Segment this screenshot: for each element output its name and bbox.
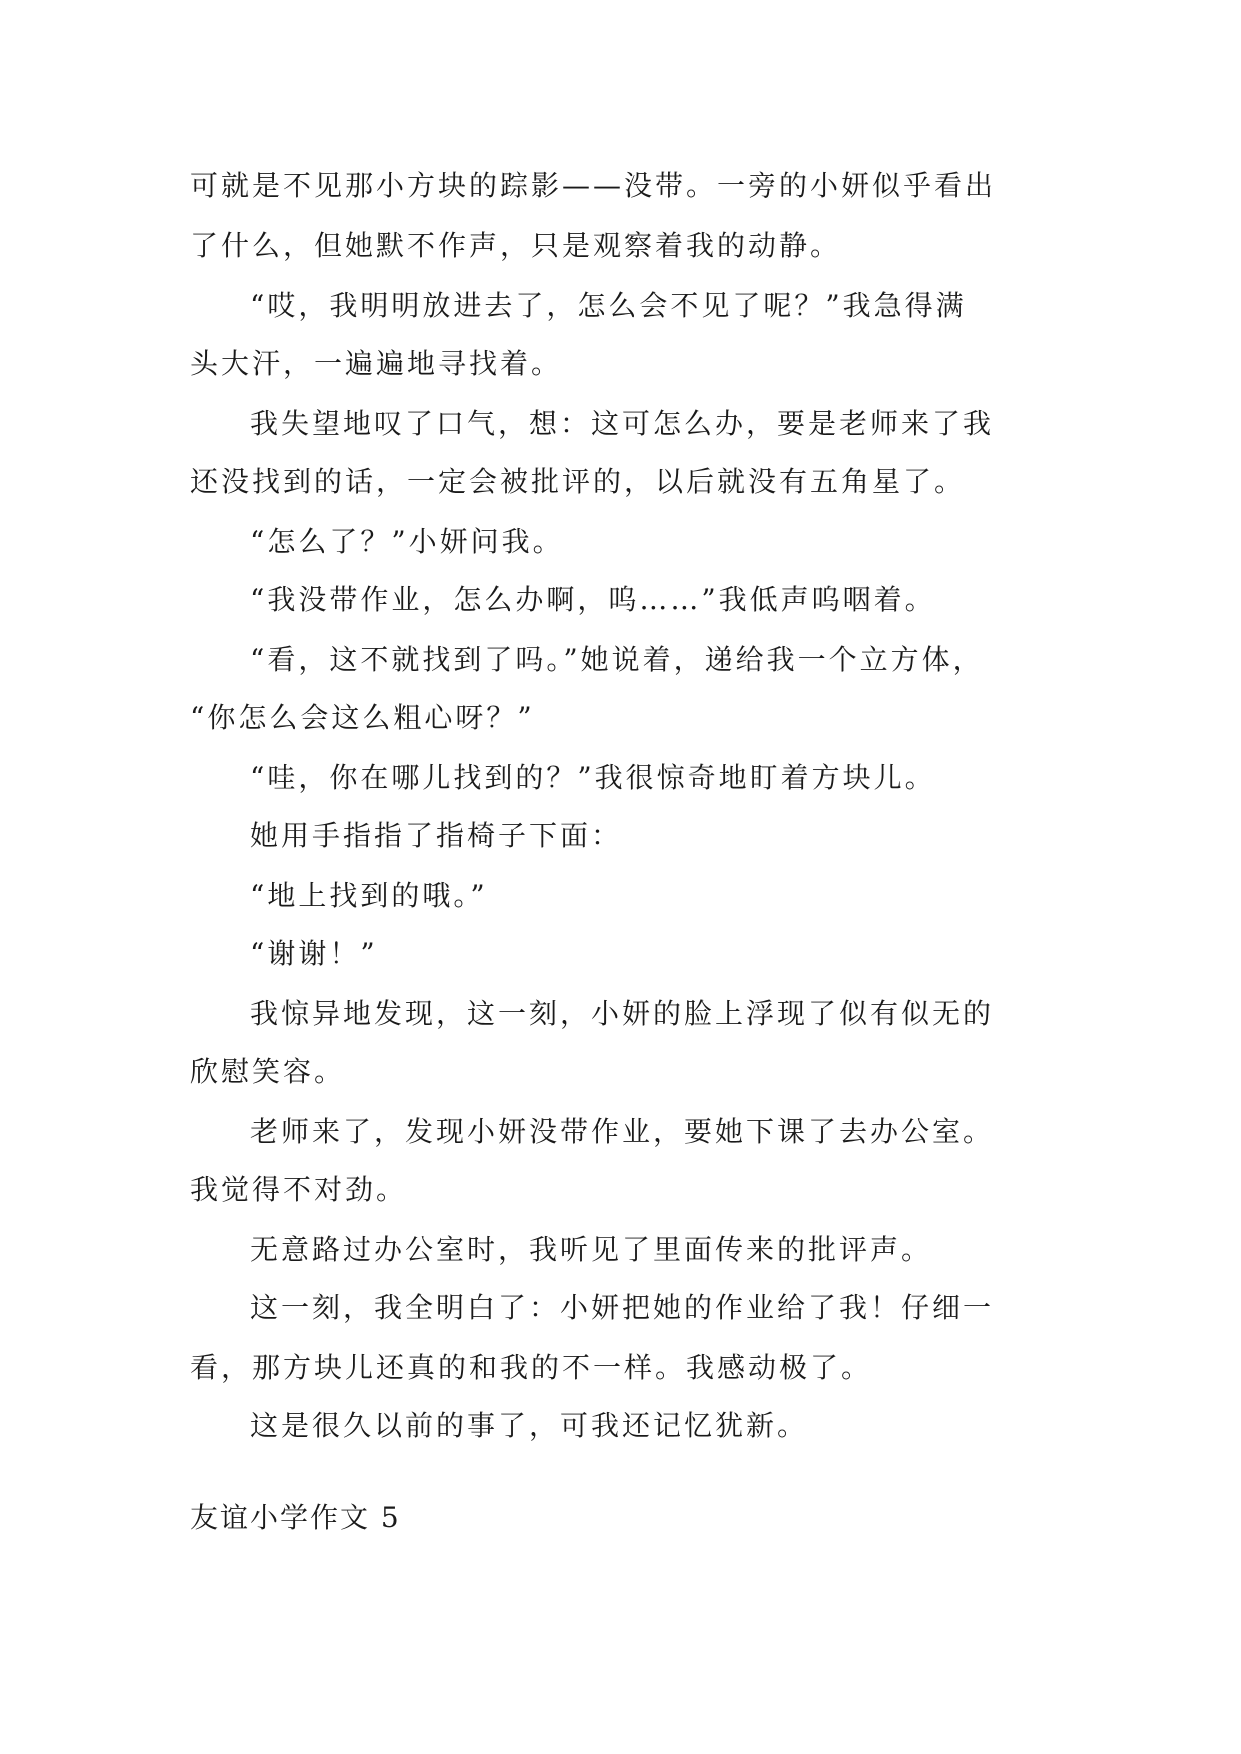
paragraph-line: “地上找到的哦。” — [250, 879, 488, 912]
paragraph-line: 看，那方块儿还真的和我的不一样。我感动极了。 — [190, 1351, 873, 1384]
paragraph-line: 了什么，但她默不作声，只是观察着我的动静。 — [190, 229, 842, 262]
paragraph-line: 我惊异地发现，这一刻，小妍的脸上浮现了似有似无的 — [250, 997, 995, 1030]
paragraph-line: “看，这不就找到了吗。”她说着，递给我一个立方体， — [250, 643, 984, 676]
paragraph-line: 我失望地叹了口气，想：这可怎么办，要是老师来了我 — [250, 407, 995, 440]
section-heading: 友谊小学作文 5 — [190, 1501, 401, 1534]
paragraph-line: 这是很久以前的事了，可我还记忆犹新。 — [250, 1409, 809, 1442]
paragraph-line: 老师来了，发现小妍没带作业，要她下课了去办公室。 — [250, 1115, 995, 1148]
paragraph-line: 还没找到的话，一定会被批评的，以后就没有五角星了。 — [190, 465, 966, 498]
paragraph-line: 这一刻，我全明白了：小妍把她的作业给了我！仔细一 — [250, 1291, 995, 1324]
paragraph-line: “哇，你在哪儿找到的？”我很惊奇地盯着方块儿。 — [250, 761, 936, 794]
paragraph-line: “谢谢！” — [250, 937, 378, 970]
paragraph-line: 可就是不见那小方块的踪影——没带。一旁的小妍似乎看出 — [190, 169, 997, 202]
paragraph-line: 她用手指指了指椅子下面： — [250, 819, 623, 852]
paragraph-line: 无意路过办公室时，我听见了里面传来的批评声。 — [250, 1233, 933, 1266]
paragraph-line: “你怎么会这么粗心呀？” — [190, 701, 535, 734]
paragraph-line: 头大汗，一遍遍地寻找着。 — [190, 347, 563, 380]
paragraph-line: 欣慰笑容。 — [190, 1055, 346, 1088]
paragraph-line: “怎么了？”小妍问我。 — [250, 525, 564, 558]
paragraph-line: “哎，我明明放进去了，怎么会不见了呢？”我急得满 — [250, 289, 967, 322]
paragraph-line: 我觉得不对劲。 — [190, 1173, 408, 1206]
paragraph-line: “我没带作业，怎么办啊，呜……”我低声呜咽着。 — [250, 583, 936, 616]
